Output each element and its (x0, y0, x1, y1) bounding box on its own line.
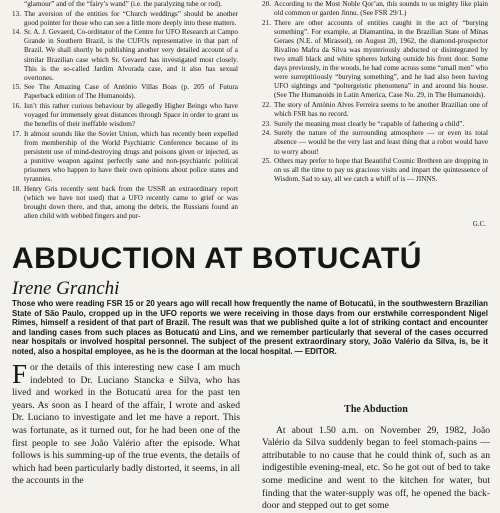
notes-section (0, 0, 500, 230)
note-text: Others may prefer to hope that Beautiful Cosmic Brethren are dropping in on us all the time to pay us gracious visits and impart the quintessence of Wisdom. Sad to say, all we catch a whiff of is — JINNS. (274, 157, 488, 184)
article-body-column-right (262, 362, 490, 513)
article-body-text: or the details of this interesting new case I am much indebted to Dr. Luciano Stancka e Silva, who has lived and worked in the Botucatú area for the past ten years. As soon as I heard of the affair, I wrote and asked Dr. Luciano to investigate and let me have a report. This was fortunate, as it turned out, for he had been one of the first people to see João Valério after the episode. What follows is his summing-up of the true events, the details of which had been particularly badly distorted, it seems, in all the accounts in the (12, 362, 240, 487)
note-number: 14. (12, 28, 21, 37)
note-item (262, 120, 488, 129)
note-item (262, 19, 488, 101)
note-number: 18. (12, 184, 21, 193)
note-number: 13. (12, 9, 21, 18)
article-body-text: At about 1.50 a.m. on November 29, 1982, João Valério da Silva suddenly began to feel stomach-pains — attributable to no cause that he could think of, such as an indigestible evening-meal, etc. So he got out of bed to take some medicine and went to the kitchen for water, but finding that the water-supply was off, he opened the back-door and stepped out to get some (262, 424, 490, 512)
note-item (262, 101, 488, 119)
article-body-column-left (12, 359, 240, 488)
note-text: Isn’t this rather curious behaviour by allegedly Higher Beings who have voyaged for immensely great distances through Space in order to grant us the benefits of their ineffable wisdom? (24, 102, 238, 129)
note-item (12, 0, 238, 9)
note-number: 25. (262, 157, 271, 166)
editor-signature: G.C. (472, 220, 486, 228)
note-number: 21. (262, 18, 271, 27)
note-text: Henry Gris recently sent back from the USSR an extraordinary report (which we have not used) that a UFO recently came to grief or was brought down there, and that, among the debris, the Russians found an alien child with webbed fingers and pur- (24, 184, 238, 221)
note-text: The story of António Alves Ferreira seems to be another Brazilian one of which FSR has no record. (274, 101, 488, 119)
notes-column-right (262, 0, 488, 185)
article-author: Irene Granchi (12, 278, 120, 299)
note-number: 17. (12, 129, 21, 138)
note-item (262, 129, 488, 156)
note-item (12, 102, 238, 129)
section-heading: The Abduction (344, 404, 408, 415)
note-item (12, 28, 238, 83)
note-text: The aversion of the entities for “Church weddings” should be another good pointer for those who can see a little more deeply into these matters. (24, 9, 238, 27)
note-text: See The Amazing Case of António Villas Boas (p. 205 of Futura Paperback edition of The Humanoids). (24, 83, 238, 101)
note-number: 16. (12, 102, 21, 111)
note-number: 23. (262, 119, 271, 128)
note-text: It almost sounds like the Soviet Union, which has recently been expelled from membership of the World Psychiatric Conference because of its persistent use of mind-destroying drugs and poisons given or injected, as a punitive weapon against perfectly sane and non-psychiatric political prisoners who happen to have their own opinions about police states and tyrannies. (24, 129, 238, 184)
note-text: There are other accounts of entities caught in the act of “burying something”. For example, at Diamantina, in the Brazilian State of Minas Geraes (N.E. of Mirassol), on August 20, 1962, the diamond-prospector Rivalino Mafra da Silva was mysteriously abducted or disintegrated by two small black and white spheres lurking outside his front door. Some days previously, in the woods, he had come across some “small men” who were surreptitiously “burying something”, and he had also been having UFO sightings and “poltergeistic phenomena” in and around his house. (See The Humanoids in Latin America, Case No. 29, in The Humanoids). (274, 18, 488, 100)
note-item (12, 10, 238, 28)
note-number: 22. (262, 101, 271, 110)
note-text: Surely the meaning must clearly be “capable of fathering a child”. (274, 119, 465, 128)
note-item (262, 0, 488, 18)
notes-column-left (12, 0, 238, 222)
editor-introduction: Those who were reading FSR 15 or 20 years ago will recall how frequently the name of Botucatú, in the southwestern Brazilian State of São Paulo, cropped up in the UFO reports we were receiving in those days from our erstwhile correspondent Nigel Rimes, himself a resident of that part of Brazil. The result was that we published quite a lot of striking contact and encounter and landing cases from such places as Botucatú and Lins, and we remember particularly that several of the cases occurred near hospitals or involved hospital personnel. The subject of the present extraordinary story, João Valério da Silva, is, be it noted, also a hospital employee, as he is the doorman at the local hospital. — EDITOR. (12, 299, 488, 356)
note-item (12, 185, 238, 221)
article-title: ABDUCTION AT BOTUCATÚ (12, 242, 422, 275)
note-text: “glamour” and of the “fairy’s wand” (i.e. the paralyzing tube or rod). (24, 0, 222, 8)
note-number: 24. (262, 129, 271, 138)
note-item (12, 83, 238, 101)
drop-cap: F (12, 359, 28, 389)
note-number: 15. (12, 83, 21, 92)
note-text: Sr. A. J. Gevaerd, Co-ordinator of the Centre for UFO Research at Campo Grande in Southern Brazil, is the CUFOs representative in that part of Brazil. We shall shortly be publishing another very detailed account of a similar Brazilian case which Sr. Gevaerd has investigated most closely. This is the so-called Jardim Alvorada case, and it also has sexual overtones. (24, 28, 238, 82)
note-text: According to the Most Noble Qor’an, this sounds to us mighty like plain old common or garden Jinnu. (See FSR 29/1.) (274, 0, 488, 18)
note-item (262, 157, 488, 184)
note-number: 20. (262, 0, 271, 8)
note-item (12, 130, 238, 185)
note-text: Surely the nature of the surrounding atmosphere — or even its total absence — would be the very last and least thing that a robot would have to worry about! (274, 129, 488, 156)
